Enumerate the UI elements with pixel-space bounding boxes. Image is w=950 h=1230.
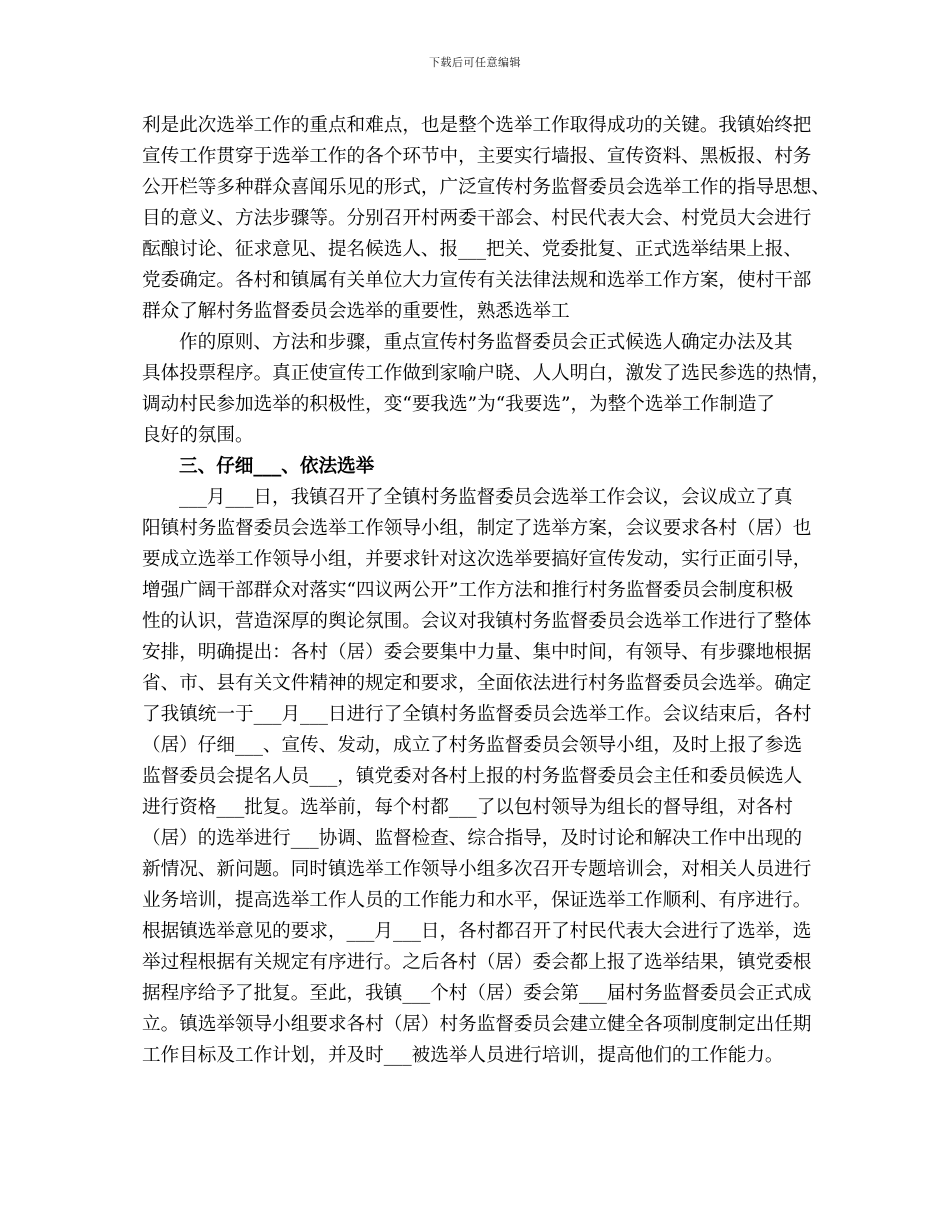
text-line: 安排，明确提出：各村（居）委会要集中力量、集中时间，有领导、有步骤地根据: [142, 642, 812, 663]
text-line: 性的认识，营造深厚的舆论氛围。会议对我镇村务监督委员会选举工作进行了整体: [142, 611, 812, 632]
text-line: 利是此次选举工作的重点和难点，也是整个选举工作取得成功的关键。我镇始终把: [142, 115, 812, 136]
text-line: 增强广阔干部群众对落实“四议两公开”工作方法和推行村务监督委员会制度积极: [142, 580, 794, 601]
text-line: 了我镇统一于___月___日进行了全镇村务监督委员会选举工作。会议结束后，各村: [142, 704, 812, 725]
text-line: 阳镇村务监督委员会选举工作领导小组，制定了选举方案，会议要求各村（居）也: [142, 518, 812, 539]
text-line: 要成立选举工作领导小组，并要求针对这次选举要搞好宣传发动，实行正面引导，: [142, 549, 812, 570]
text-line: 目的意义、方法步骤等。分别召开村两委干部会、村民代表大会、村党员大会进行: [142, 208, 812, 229]
text-line: 公开栏等多种群众喜闻乐见的形式，广泛宣传村务监督委员会选举工作的指导思想、: [142, 177, 830, 198]
text-line: 调动村民参加选举的积极性，变“要我选”为“我要选”，为整个选举工作制造了: [142, 394, 776, 415]
text-line: ___月___日，我镇召开了全镇村务监督委员会选举工作会议，会议成立了真: [179, 487, 793, 508]
text-line: 新情况、新问题。同时镇选举工作领导小组多次召开专题培训会，对相关人员进行: [142, 859, 812, 880]
text-line: 工作目标及工作计划，并及时___被选举人员进行培训，提高他们的工作能力。: [142, 1045, 784, 1066]
page-header: 下载后可任意编辑: [429, 56, 521, 69]
text-line: （居）仔细___、宣传、发动，成立了村务监督委员会领导小组，及时上报了参选: [142, 735, 803, 756]
text-line: 良好的氛围。: [142, 425, 254, 446]
text-line: 监督委员会提名人员___，镇党委对各村上报的村务监督委员会主任和委员候选人: [142, 766, 803, 787]
text-line: 群众了解村务监督委员会选举的重要性，熟悉选举工: [142, 301, 570, 322]
text-line: 据程序给予了批复。至此，我镇___个村（居）委会第___届村务监督委员会正式成: [142, 983, 812, 1004]
text-line: 宣传工作贯穿于选举工作的各个环节中，主要实行墙报、宣传资料、黑板报、村务: [142, 146, 812, 167]
text-line: 业务培训，提高选举工作人员的工作能力和水平，保证选举工作顺利、有序进行。: [142, 890, 812, 911]
text-line: 酝酿讨论、征求意见、提名候选人、报___把关、党委批复、正式选举结果上报、: [142, 239, 803, 260]
text-line: 举过程根据有关规定有序进行。之后各村（居）委会都上报了选举结果，镇党委根: [142, 952, 812, 973]
text-line: 省、市、县有关文件精神的规定和要求，全面依法进行村务监督委员会选举。确定: [142, 673, 812, 694]
text-line: （居）的选举进行___协调、监督检查、综合指导，及时讨论和解决工作中出现的: [142, 828, 803, 849]
section-heading: 三、仔细___、依法选举: [179, 456, 375, 477]
text-line: 党委确定。各村和镇属有关单位大力宣传有关法律法规和选举工作方案，使村干部: [142, 270, 812, 291]
document-body: [142, 110, 830, 1071]
text-line: 根据镇选举意见的要求，___月___日，各村都召开了村民代表大会进行了选举，选: [142, 921, 812, 942]
text-line: 作的原则、方法和步骤，重点宣传村务监督委员会正式候选人确定办法及其: [179, 332, 793, 353]
text-line: 立。镇选举领导小组要求各村（居）村务监督委员会建立健全各项制度制定出任期: [142, 1014, 812, 1035]
text-line: 具体投票程序。真正使宣传工作做到家喻户晓、人人明白，激发了选民参选的热情，: [142, 363, 830, 384]
text-line: 进行资格___批复。选举前，每个村都___了以包村领导为组长的督导组，对各村: [142, 797, 793, 818]
